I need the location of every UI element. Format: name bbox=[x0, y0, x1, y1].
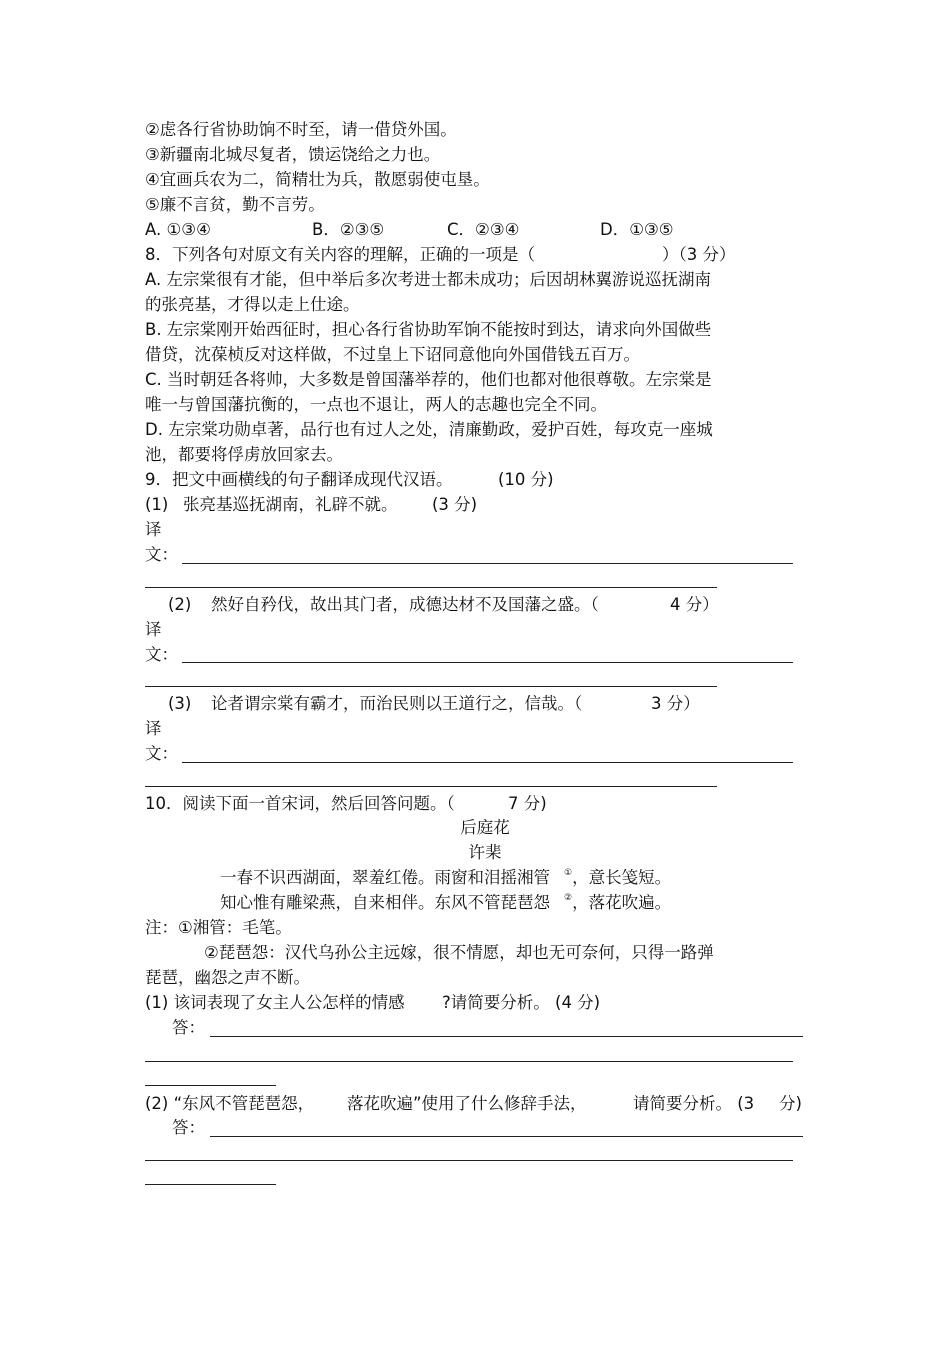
answer-label: 答： bbox=[172, 1118, 205, 1137]
answer-label: 答： bbox=[172, 1018, 205, 1037]
answer-line[interactable] bbox=[210, 1036, 803, 1037]
translation-label-bottom: 文： bbox=[145, 645, 178, 664]
note-1: 注：①湘管：毛笔。 bbox=[145, 918, 292, 937]
q8-option-d-line2: 池，都要将俘虏放回家去。 bbox=[145, 445, 343, 464]
q9-item-number: (2) bbox=[168, 595, 192, 614]
q8-stem-score: ）（3 分） bbox=[662, 245, 736, 264]
poem-line-text: 一春不识西湖面，翠羞红倦。雨窗和泪摇湘管 bbox=[220, 868, 550, 887]
q10-stem: 10．阅读下面一首宋词，然后回答问题。（ bbox=[145, 794, 455, 813]
answer-line[interactable] bbox=[182, 662, 793, 663]
answer-line[interactable] bbox=[145, 1085, 276, 1086]
answer-line[interactable] bbox=[145, 686, 717, 687]
poem-title: 后庭花 bbox=[460, 818, 510, 837]
q8-option-d-line1: D. 左宗棠功勋卓著，品行也有过人之处，清廉勤政，爱护百姓，每攻克一座城 bbox=[145, 420, 713, 439]
q8-option-a-line2: 的张亮基，才得以走上仕途。 bbox=[145, 295, 360, 314]
answer-line[interactable] bbox=[145, 1061, 793, 1062]
translation-label-bottom: 文： bbox=[145, 744, 178, 763]
q9-item-score: 3 分） bbox=[651, 694, 700, 713]
q8-option-b-line2: 借贷，沈葆桢反对这样做，不过皇上下诏同意他向外国借钱五百万。 bbox=[145, 345, 640, 364]
q8-option-c-line2: 唯一与曾国藩抗衡的，一点也不退让，两人的志趣也完全不同。 bbox=[145, 395, 607, 414]
q10-sub2-text: 落花吹遍”使用了什么修辞手法， bbox=[347, 1094, 587, 1113]
answer-line[interactable] bbox=[182, 762, 793, 763]
q7-statement: ③新疆南北城尽复者，馈运饶给之力也。 bbox=[145, 145, 441, 164]
q7-option-c: C．②③④ bbox=[447, 220, 520, 239]
q9-item-text: 论者谓宗棠有霸才，而治民则以王道行之，信哉。（ bbox=[211, 694, 583, 713]
q7-statement: ②虑各行省协助饷不时至，请一借贷外国。 bbox=[145, 120, 457, 139]
q10-stem-score: 7 分) bbox=[508, 794, 547, 813]
poem-line-text: ，意长笺短。 bbox=[572, 868, 672, 887]
poem-line-text: 知心惟有雕梁燕，自来相伴。东风不管琵琶怨 bbox=[220, 893, 550, 912]
poem-line bbox=[220, 867, 671, 892]
q9-stem: 9．把文中画横线的句子翻译成现代汉语。 bbox=[145, 470, 453, 489]
q8-option-a-line1: A. 左宗棠很有才能，但中举后多次考进士都未成功；后因胡林翼游说巡抚湖南 bbox=[145, 270, 711, 289]
q10-sub1-text: ?请简要分析。 (4 分) bbox=[442, 993, 601, 1012]
translation-label-top: 译 bbox=[145, 719, 162, 738]
translation-label-top: 译 bbox=[145, 620, 162, 639]
q9-item-text: 然好自矜伐，故出其门者，成德达材不及国藩之盛。（ bbox=[211, 595, 599, 614]
q8-option-b-line1: B. 左宗棠刚开始西征时，担心各行省协助军饷不能按时到达，请求向外国做些 bbox=[145, 320, 712, 339]
q10-sub2-score: 分) bbox=[779, 1094, 802, 1113]
q7-option-a: A. ①③④ bbox=[145, 220, 211, 239]
translation-label-top: 译 bbox=[145, 520, 162, 539]
q10-sub1-text: (1) 该词表现了女主人公怎样的情感 bbox=[145, 993, 405, 1012]
poem-author: 许棐 bbox=[468, 843, 502, 862]
answer-line[interactable] bbox=[145, 786, 717, 787]
note-2-line2: 琵琶，幽怨之声不断。 bbox=[145, 968, 310, 987]
q8-option-c-line1: C. 当时朝廷各将帅，大多数是曾国藩举荐的，他们也都对他很尊敬。左宗棠是 bbox=[145, 370, 712, 389]
note-2-line1: ②琵琶怨：汉代乌孙公主远嫁，很不情愿，却也无可奈何，只得一路弹 bbox=[204, 943, 714, 962]
q8-stem: 8．下列各句对原文有关内容的理解，正确的一项是（ bbox=[145, 245, 535, 264]
poem-line-text: ，落花吹遍。 bbox=[572, 893, 672, 912]
answer-line[interactable] bbox=[210, 1136, 803, 1137]
q7-statement: ⑤廉不言贫，勤不言劳。 bbox=[145, 195, 325, 214]
q9-item-score: 4 分） bbox=[670, 595, 719, 614]
q9-item-number: (1) bbox=[145, 495, 169, 514]
q9-item-text: 张亮基巡抚湖南，礼辟不就。 bbox=[183, 495, 398, 514]
answer-line[interactable] bbox=[145, 1184, 276, 1185]
q10-sub2-text: 请简要分析。 (3 bbox=[633, 1094, 755, 1113]
q7-option-b: B．②③⑤ bbox=[312, 220, 385, 239]
translation-label-bottom: 文： bbox=[145, 545, 178, 564]
footnote-marker: ① bbox=[564, 868, 573, 878]
q7-option-d: D．①③⑤ bbox=[600, 220, 674, 239]
q9-stem-score: (10 分) bbox=[498, 470, 554, 489]
q9-item-number: (3) bbox=[168, 694, 192, 713]
answer-line[interactable] bbox=[145, 587, 717, 588]
footnote-marker: ② bbox=[564, 893, 573, 903]
q9-item-score: (3 分) bbox=[432, 495, 478, 514]
poem-line bbox=[220, 892, 671, 917]
q10-sub2-text: (2) “东风不管琵琶怨， bbox=[145, 1094, 315, 1113]
answer-line[interactable] bbox=[182, 563, 793, 564]
answer-line[interactable] bbox=[145, 1160, 793, 1161]
q7-statement: ④宜画兵农为二，简精壮为兵，散愿弱使屯垦。 bbox=[145, 170, 490, 189]
